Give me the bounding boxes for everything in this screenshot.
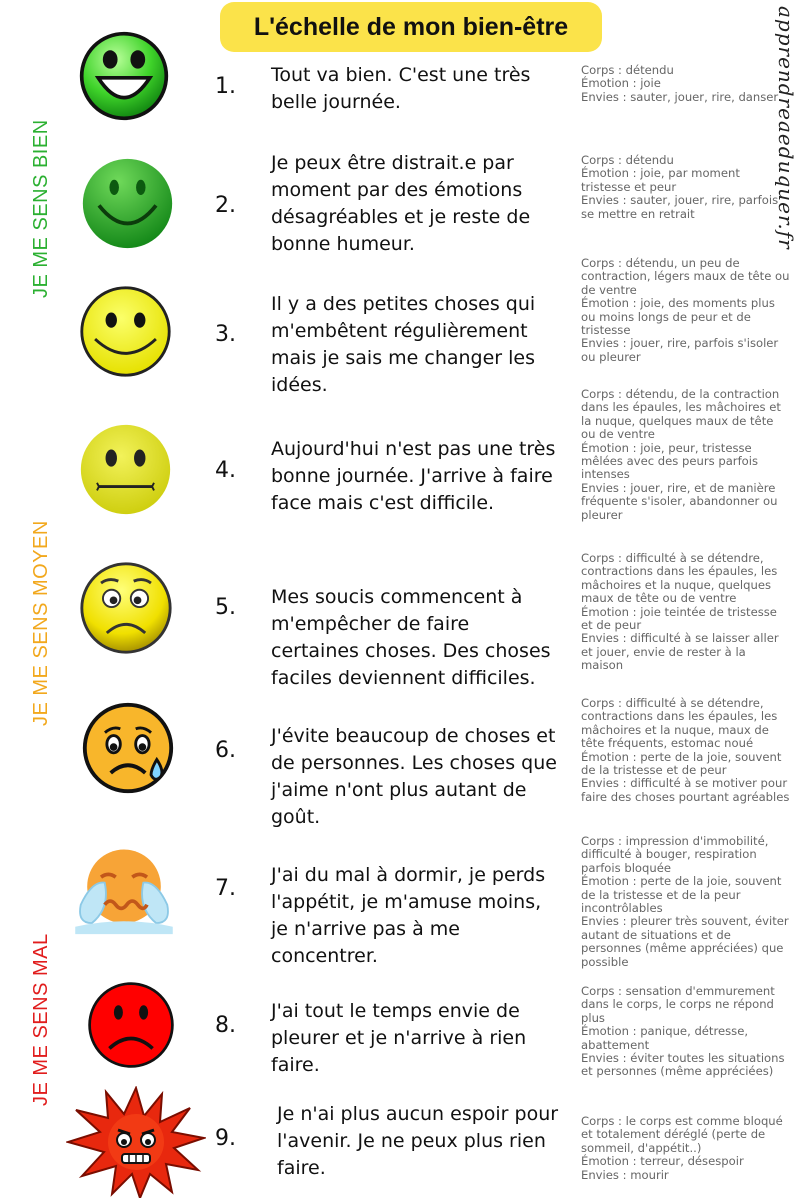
note-line: Émotion : terreur, désespoir [581,1154,744,1169]
smiling-yellow-face-icon [78,284,173,379]
level-number: 2. [215,193,236,218]
site-watermark: apprendreaeduquer.fr [774,6,798,250]
note-line: Corps : détendu [581,63,674,77]
smiling-green-face-icon [80,156,175,251]
sad-red-face-icon [86,980,176,1070]
level-number: 3. [215,322,236,347]
note-line: Émotion : joie, peur, tristesse mêlées avec des peurs parfois intenses [581,440,759,482]
level-notes [581,64,791,104]
level-notes [581,835,791,969]
note-line: Envies : mourir [581,1167,669,1182]
level-notes [581,154,791,221]
note-line: Corps : difficulté à se détendre, contractions dans les épaules, les mâchoires et la nuque, quelques maux de tête ou de ventre [581,551,778,606]
despair-burst-face-icon [66,1086,206,1198]
page-title: L'échelle de mon bien-être [220,2,602,52]
level-description: Tout va bien. C'est une très belle journée. [271,64,531,113]
level-notes [581,552,791,673]
level-number: 5. [215,595,236,620]
note-line: Envies : jouer, rire, et de manière fréquente s'isoler, abandonner ou pleurer [581,480,778,522]
level-number: 9. [215,1126,236,1151]
worried-yellow-face-icon [78,560,174,656]
note-line: Émotion : joie, des moments plus ou moins longs de peur et de tristesse [581,296,775,338]
note-line: Émotion : panique, détresse, abattement [581,1024,749,1052]
note-line: Corps : le corps est comme bloqué et totalement déréglé (perte de sommeil, d'appétit..) [581,1114,783,1155]
sad-tear-face-icon [80,700,176,796]
note-line: Envies : sauter, jouer, rire, danser [581,89,779,104]
note-line: Corps : difficulté à se détendre, contractions dans les épaules, les mâchoires et la nuque, maux de tête fréquents, estomac noué [581,696,778,751]
note-line: Corps : sensation d'emmurement dans le corps, le corps ne répond plus [581,984,775,1025]
level-number: 4. [215,458,236,483]
note-line: Corps : détendu [581,153,674,167]
note-line: Émotion : joie, par moment tristesse et peur [581,166,740,194]
level-notes [581,697,791,804]
level-notes [581,985,791,1079]
crying-face-icon [72,844,176,936]
category-label-medium: JE ME SENS MOYEN [30,520,52,726]
level-description: Mes soucis commencent à m'empêcher de faire certaines choses. Des choses faciles deviennent difficiles. [271,586,551,689]
level-notes [581,388,791,522]
level-notes [581,257,791,364]
note-line: Envies : difficulté à se laisser aller et jouer, envie de rester à la maison [581,631,779,673]
level-number: 1. [215,74,236,99]
level-number: 6. [215,738,236,763]
level-description: J'ai tout le temps envie de pleurer et je n'arrive à rien faire. [271,1000,527,1076]
note-line: Envies : jouer, rire, parfois s'isoler ou pleurer [581,336,779,364]
note-line: Corps : détendu, de la contraction dans les épaules, les mâchoires et la nuque, quelques maux de tête ou de ventre [581,387,781,442]
note-line: Envies : éviter toutes les situations et personnes (même appréciées) [581,1051,785,1079]
note-line: Envies : pleurer très souvent, éviter autant de situations et de personnes (même appréciées) que possible [581,914,789,969]
grinning-green-face-icon [78,30,170,122]
note-line: Corps : impression d'immobilité, difficulté à bouger, respiration parfois bloquée [581,834,769,875]
level-description: J'ai du mal à dormir, je perds l'appétit, je m'amuse moins, je n'arrive pas à me concentrer. [271,864,546,967]
note-line: Émotion : perte de la joie, souvent de la tristesse et de la peur incontrôlables [581,874,782,916]
category-label-good: JE ME SENS BIEN [30,119,52,298]
neutral-yellow-face-icon [78,422,173,517]
category-label-bad: JE ME SENS MAL [30,933,52,1106]
note-line: Émotion : joie [581,76,661,91]
level-description: Aujourd'hui n'est pas une très bonne journée. J'arrive à faire face mais c'est difficile. [271,438,556,514]
level-description: Il y a des petites choses qui m'embêtent régulièrement mais je sais me changer les idées. [271,293,536,396]
level-description: Je peux être distrait.e par moment par des émotions désagréables et je reste de bonne humeur. [271,152,531,255]
level-notes [581,1115,791,1182]
note-line: Émotion : joie teintée de tristesse et de peur [581,604,777,633]
level-description: Je n'ai plus aucun espoir pour l'avenir. Je ne peux plus rien faire. [277,1103,559,1179]
note-line: Envies : sauter, jouer, rire, parfois se mettre en retrait [581,193,779,221]
level-number: 8. [215,1013,236,1038]
note-line: Corps : détendu, un peu de contraction, légers maux de tête ou de ventre [581,256,790,297]
level-description: J'évite beaucoup de choses et de personnes. Les choses que j'aime n'ont plus autant de goût. [271,725,557,828]
note-line: Envies : difficulté à se motiver pour faire des choses pourtant agréables [581,776,790,804]
note-line: Émotion : perte de la joie, souvent de la tristesse et de peur [581,749,782,778]
level-number: 7. [215,876,236,901]
